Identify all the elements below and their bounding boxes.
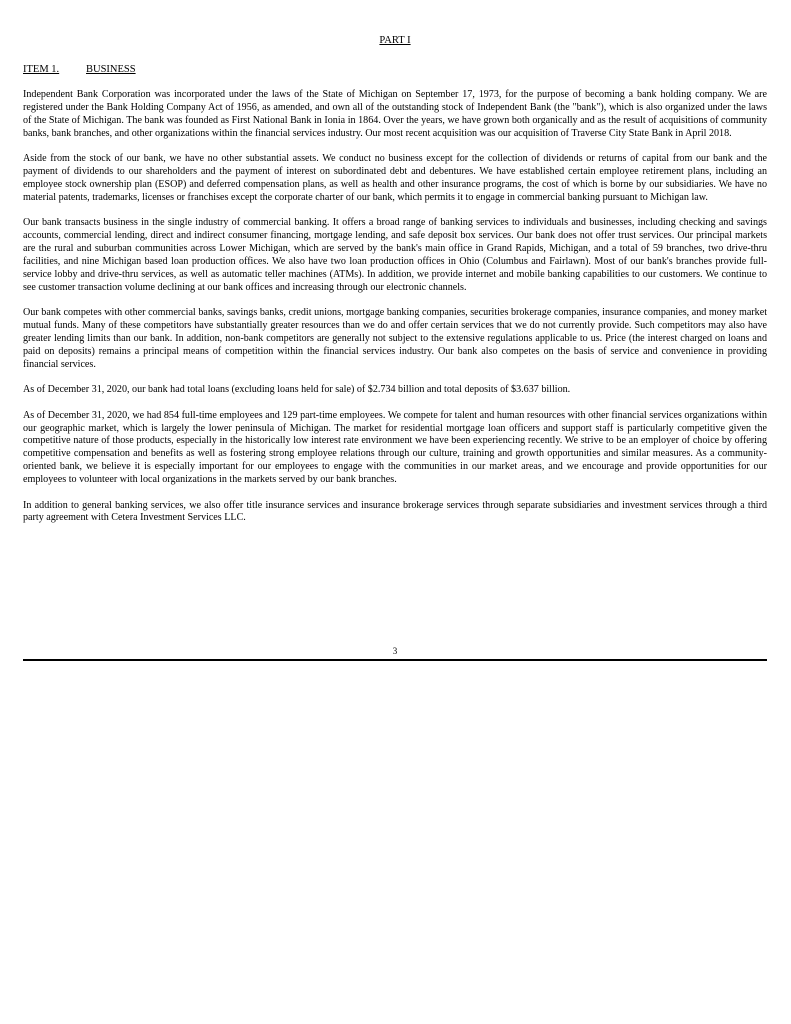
paragraph-assets: Aside from the stock of our bank, we have no other substantial assets. We conduct no business except for the collection of dividends or returns of capital from our bank and the payment of dividends to our shareholders and the payment of interest on subordinated debt and debentures. We have established certain employee retirement plans, including an employee stock ownership plan (ESOP) and deferred compensation plans, as well as health and other insurance programs, the cost of which is borne by our subsidiaries. We have no material patents, trademarks, licenses or franchises except the corporate charter of our bank, which permits it to engage in commercial banking pursuant to Michigan law. [23,153,767,203]
paragraph-services: Our bank transacts business in the single industry of commercial banking. It offers a broad range of banking services to individuals and businesses, including checking and savings accounts, commercial lending, direct and indirect consumer financing, mortgage lending, and safe deposit box services. Our bank does not offer trust services. Our principal markets are the rural and suburban communities across Lower Michigan, which are served by the bank's main office in Grand Rapids, Michigan, and a total of 59 branches, two drive-thru facilities, and nine Michigan based loan production offices. We also have two loan production offices in Ohio (Columbus and Fairlawn). Most of our bank's branches provide full-service lobby and drive-thru services, as well as automatic teller machines (ATMs). In addition, we provide internet and mobile banking capabilities to our customers. We continue to see customer transaction volume declining at our bank offices and increasing through our electronic channels. [23,217,767,293]
page-number: 3 [392,646,398,656]
item-number: ITEM 1. [23,64,60,75]
part-heading: PART I [379,35,411,46]
item-title: BUSINESS [86,64,136,75]
paragraph-other-services: In addition to general banking services, we also offer title insurance services and insurance brokerage services through separate subsidiaries and investment services through a third party agreement with Cetera Investment Services LLC. [23,499,767,524]
item-heading [23,64,136,75]
paragraph-competition: Our bank competes with other commercial banks, savings banks, credit unions, mortgage banking companies, securities brokerage companies, insurance companies, and money market mutual funds. Many of these competitors have substantially greater resources than we do and offer certain services that we do not currently provide. Such competitors may also have greater lending limits than our bank. In addition, non-bank competitors are generally not subject to the extensive regulations applicable to us. Price (the interest charged on loans and paid on deposits) remains a principal means of competition within the financial services industry. Our bank also competes on the basis of service and convenience in providing financial services. [23,307,767,370]
paragraph-loans-deposits: As of December 31, 2020, our bank had total loans (excluding loans held for sale) of $2.734 billion and total deposits of $3.637 billion. [23,384,571,396]
paragraph-corporate-history: Independent Bank Corporation was incorporated under the laws of the State of Michigan on September 17, 1973, for the purpose of becoming a bank holding company. We are registered under the Bank Holding Company Act of 1956, as amended, and own all of the outstanding stock of Independent Bank (the "bank"), which is also organized under the laws of the State of Michigan. The bank was founded as First National Bank in Ionia in 1864. Over the years, we have grown both organically and as the result of acquisitions of community banks, bank branches, and other organizations within the financial services industry. Our most recent acquisition was our acquisition of Traverse City State Bank in April 2018. [23,89,767,139]
footer-divider [23,659,767,661]
body-text [23,89,767,538]
paragraph-employees: As of December 31, 2020, we had 854 full-time employees and 129 part-time employees. We compete for talent and human resources with other financial services organizations within our geographic market, which is largely the lower peninsula of Michigan. The market for residential mortgage loan officers and support staff is particularly competitive given the competitive nature of those products, especially in the historically low interest rate environment we have been experiencing recently. We strive to be an employer of choice by offering competitive compensation and benefits as well as fostering strong employee relations through our culture, training and growth opportunities and similar measures. As a community-oriented bank, we believe it is especially important for our employees to engage with the communities in our market areas, and we encourage and provide opportunities for our employees to volunteer with local organizations in the markets served by our bank branches. [23,409,767,486]
